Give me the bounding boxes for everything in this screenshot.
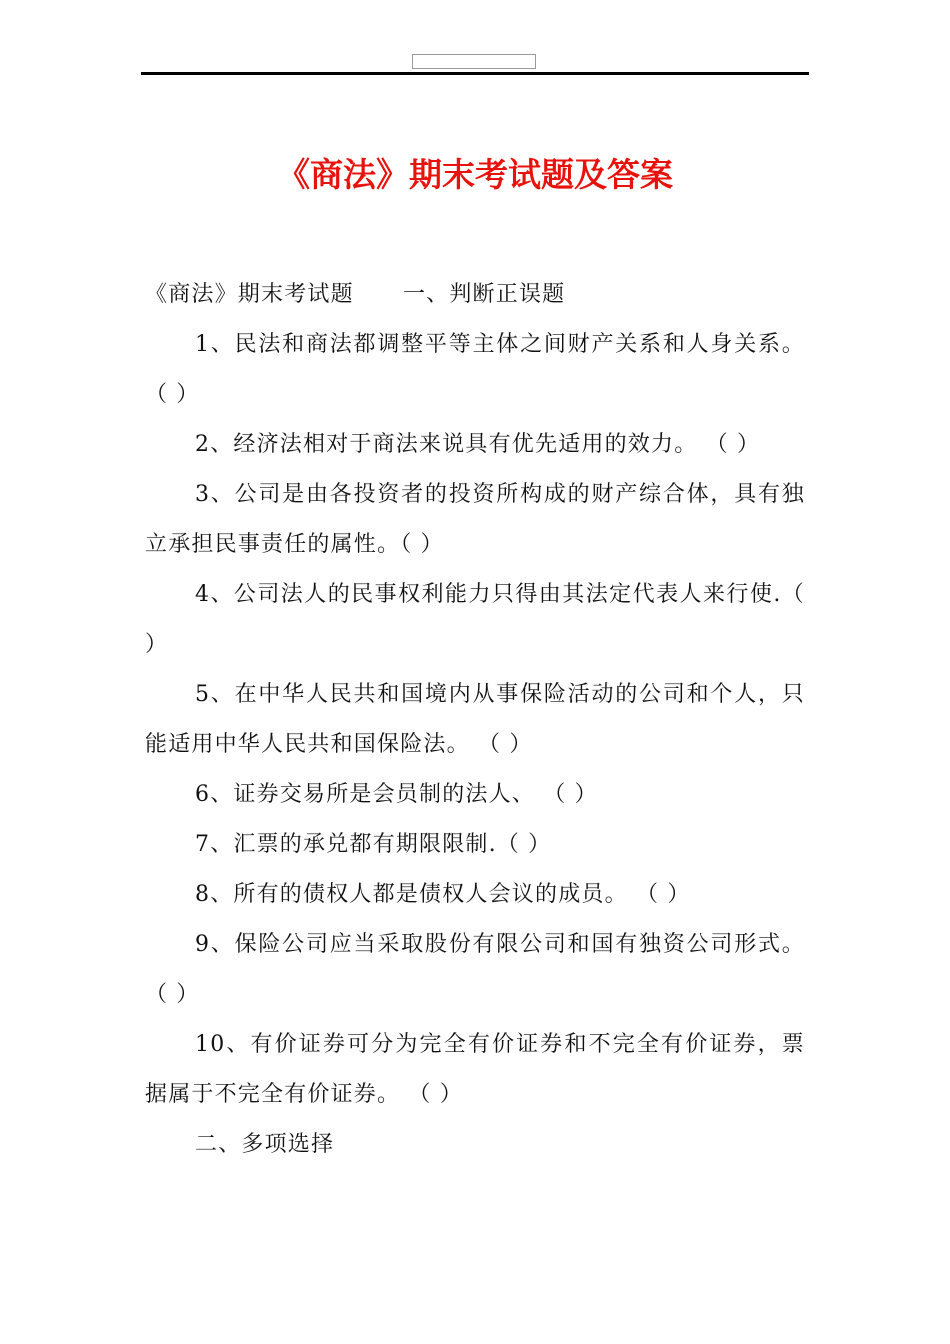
question-1: 1、民法和商法都调整平等主体之间财产关系和人身关系。 （ ） [145,332,805,407]
document-title: 《商法》期末考试题及答案 [277,155,673,194]
question-2: 2、经济法相对于商法来说具有优先适用的效力。 （ ） [195,432,761,457]
question-9: 9、保险公司应当采取股份有限公司和国有独资公司形式。 （ ） [145,932,805,1007]
question-6: 6、证券交易所是会员制的法人、 （ ） [195,782,598,807]
header-placeholder-box [412,54,536,69]
question-8: 8、所有的债权人都是债权人会议的成员。 （ ） [195,882,691,907]
section-heading-multiple-choice: 二、多项选择 [195,1132,335,1157]
question-3: 3、公司是由各投资者的投资所构成的财产综合体，具有独立承担民事责任的属性。（ ） [145,482,805,557]
header-rule [141,72,809,75]
question-5: 5、在中华人民共和国境内从事保险活动的公司和个人，只能适用中华人民共和国保险法。 （ ） [145,682,805,757]
document-body [145,270,805,1170]
section-intro: 《商法》期末考试题 一、判断正误题 [145,282,566,307]
question-10: 10、有价证券可分为完全有价证券和不完全有价证券，票据属于不完全有价证券。 （ ） [145,1032,805,1107]
question-4: 4、公司法人的民事权利能力只得由其法定代表人来行使.（ ） [145,582,805,657]
question-7: 7、汇票的承兑都有期限限制.（ ） [195,832,552,857]
